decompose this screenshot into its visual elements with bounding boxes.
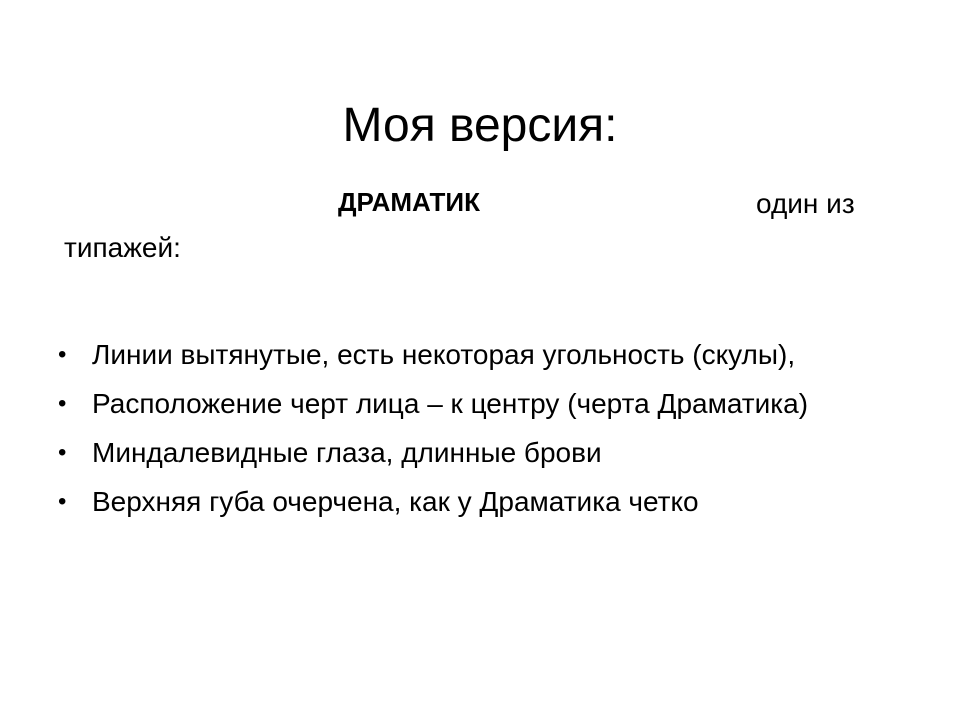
bullet-text: Миндалевидные глаза, длинные брови: [92, 437, 602, 468]
bullet-icon: •: [58, 390, 67, 417]
bullet-item: [56, 432, 916, 473]
bullet-item: [56, 383, 916, 424]
intro-keyword: ДРАМАТИК: [338, 187, 480, 217]
bullet-text: Расположение черт лица – к центру (черта Драматика): [92, 388, 809, 419]
bullet-text: Верхняя губа очерчена, как у Драматика четко: [92, 486, 699, 517]
bullet-item: [56, 334, 916, 375]
intro-paragraph: [64, 180, 904, 280]
bullet-list: [56, 334, 916, 530]
bullet-text: Линии вытянутые, есть некоторая угольность (скулы),: [92, 339, 796, 370]
bullet-icon: •: [58, 341, 67, 368]
bullet-icon: •: [58, 439, 67, 466]
bullet-item: [56, 481, 916, 522]
intro-tail-text: один из: [756, 188, 855, 219]
slide-title: Моя версия:: [342, 99, 618, 153]
bullet-icon: •: [58, 488, 67, 515]
intro-second-line: типажей:: [64, 232, 181, 263]
